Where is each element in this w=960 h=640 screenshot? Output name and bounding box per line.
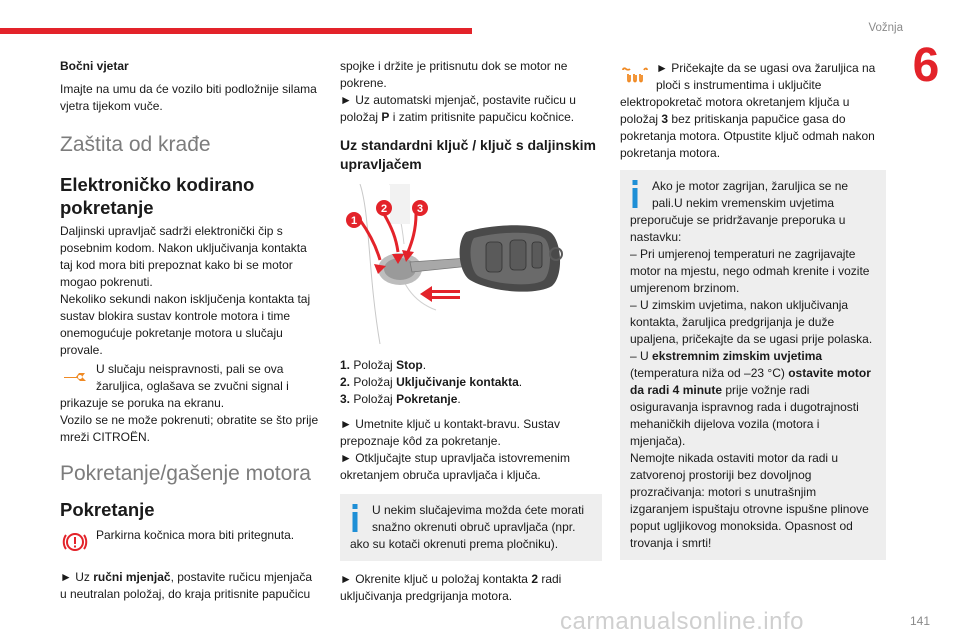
legend-row-starting (340, 391, 602, 408)
preheat-note-first: ► Pričekajte da se ugasi ova žaruljica na ploči s instrumentima i uključite (656, 61, 876, 92)
preheat-note-rest (620, 94, 886, 162)
immobiliser-text-1: Daljinski upravljač sadrži elektronički čip s posebnim kodom. Nakon uključivanja kontakta taj kod mora biti prepoznat kako bi se motor mogao pokrenuti. (60, 224, 307, 289)
info-icon (350, 504, 360, 532)
legend-prefix: Položaj (353, 375, 397, 389)
theft-protection-heading: Zaštita od krađe (60, 133, 211, 156)
preheat-rest-prefix: elektropokretač motora okretanjem ključa u položaj (620, 95, 850, 126)
manual-step-bold: ručni mjenjač (93, 570, 171, 584)
manual-step-suffix: , postavite ručicu mjenjača u neutralan položaj, do kraja pritisnite papučicu (60, 570, 312, 601)
column-left (60, 58, 320, 609)
automatic-gearbox-step (340, 92, 602, 126)
legend-prefix: Položaj (353, 358, 397, 372)
header-accent-bar (0, 28, 472, 34)
callout-1-marker (346, 212, 362, 228)
turn-key-bold: 2 (531, 572, 538, 586)
extreme-mid: (temperatura niža od –23 °C) (630, 366, 789, 380)
extreme-suffix: prije vožnje radi osiguravanja ispravnog rada i dugotrajnosti mehaničkih dijelova vozila (motora i mjenjača). (630, 383, 859, 448)
crosswind-heading: Bočni vjetar (60, 59, 129, 73)
preheat-rest-suffix: bez pritiskanja papučice gasa do pokretanja motora. Otpustite ključ odmah nakon pokretanja motora. (620, 112, 875, 160)
turn-key-prefix: ► Okrenite ključ u položaj kontakta (340, 572, 532, 586)
warm-engine-rest: preporučuje se pridržavanje preporuka u nastavku: (630, 213, 846, 244)
manual-step-prefix: ► Uz (60, 570, 94, 584)
legend-bold: Pokretanje (396, 392, 458, 406)
chapter-number: 6 (912, 39, 940, 92)
glow-plug-icon (620, 62, 650, 88)
callout-2: 2 (380, 203, 388, 215)
auto-step-suffix: i zatim pritisnite papučicu kočnice. (389, 110, 575, 124)
turn-key-suffix: radi uključivanja predgrijanja motora. (340, 572, 562, 603)
legend-bold: Stop (396, 358, 423, 372)
info-icon (630, 180, 640, 208)
insert-key-step: ► Umetnite ključ u kontakt-bravu. Sustav prepoznaje kôd za pokretanje. (340, 417, 560, 448)
legend-row-ignition (340, 374, 602, 391)
legend-suffix: . (518, 375, 523, 389)
winter-item: – U zimskim uvjetima, nakon uključivanja kontakta, žaruljica predgrijanja je duže upaljena, pričekajte da se ugasi prije polaska. (630, 298, 873, 346)
chapter-title: Vožnja (868, 22, 903, 34)
watermark: carmanualsonline.info (560, 608, 804, 635)
callout-1: 1 (350, 215, 358, 227)
manual-gearbox-step (60, 569, 320, 603)
steering-info-box (340, 494, 602, 561)
auto-step-prefix: ► Uz automatski mjenjač, postavite ručicu u položaj (340, 93, 576, 124)
legend-num: 1. (340, 358, 351, 372)
malfunction-note-line-3: prikazuje se poruka na ekranu. (60, 396, 225, 410)
steering-info-rest: ako su kotači okrenuti prema pločniku). (350, 537, 559, 551)
malfunction-note (60, 361, 320, 446)
callout-3: 3 (416, 203, 424, 215)
page-number: 141 (909, 614, 930, 628)
extreme-winter-item (630, 348, 876, 450)
key-ignition-illustration (340, 184, 602, 344)
steering-info-first: U nekim slučajevima možda ćete morati snažno okrenuti obruč upravljača (npr. (372, 503, 585, 534)
preheat-note (620, 60, 886, 162)
auto-step-bold: P (381, 110, 390, 124)
unlock-column-step: ► Otključajte stup upravljača istovremenim okretanjem obruča upravljača i ključa. (340, 451, 570, 482)
extreme-bold-2: ostavite motor da radi 4 minute (630, 366, 871, 397)
extreme-bold: ekstremnim zimskim uvjetima (652, 349, 823, 363)
malfunction-note-line-1: U slučaju neispravnosti, pali se ova (96, 362, 284, 376)
standard-key-heading: Uz standardni ključ / ključ s daljinskim upravljačem (340, 137, 596, 172)
clutch-continuation: spojke i držite je pritisnutu dok se motor ne pokrene. (340, 59, 568, 90)
position-legend (340, 357, 602, 408)
wrench-warning-icon (60, 363, 90, 389)
legend-row-stop (340, 357, 602, 374)
legend-num: 2. (340, 375, 351, 389)
extreme-prefix: – U (630, 349, 653, 363)
crosswind-text: Imajte na umu da će vozilo biti podložnije silama vjetra tijekom vuče. (60, 82, 317, 113)
parking-brake-note (60, 527, 320, 557)
starting-heading: Pokretanje (60, 499, 155, 520)
legend-suffix: . (422, 358, 427, 372)
legend-prefix: Položaj (353, 392, 397, 406)
turn-key-step (340, 571, 602, 605)
legend-bold: Uključivanje kontakta (396, 375, 519, 389)
malfunction-note-line-2: žaruljica, oglašava se zvučni signal i (96, 379, 289, 393)
warm-engine-first: Ako je motor zagrijan, žaruljica se ne pali.U nekim vremenskim uvjetima (652, 179, 849, 210)
start-stop-heading: Pokretanje/gašenje motora (60, 462, 311, 485)
parking-brake-text: Parkirna kočnica mora biti pritegnuta. (96, 528, 295, 542)
ventilation-warning: Nemojte nikada ostaviti motor da radi u zatvorenoj prostoriji bez dovoljnog prozračivanja: motori s unutrašnjim izgaranjem ispuštaju otrovne ispušne plinove poput ugljikovog monoksida. Opasnost od trovanja i smrti! (630, 451, 869, 550)
warm-engine-info-box (620, 170, 886, 560)
column-middle (340, 58, 602, 611)
immobiliser-heading: Elektroničko kodirano pokretanje (60, 174, 255, 218)
parking-brake-icon (60, 529, 90, 555)
callout-2-marker (376, 200, 392, 216)
legend-suffix: . (457, 392, 461, 406)
immobiliser-text-2: Nekoliko sekundi nakon isključenja kontakta taj sustav blokira sustav kontrole motora i time onemogućuje pokretanje motora u slučaju provale. (60, 292, 311, 357)
malfunction-note-line-4: Vozilo se ne može pokrenuti; obratite se što prije mreži CITROËN. (60, 413, 319, 444)
callout-3-marker (412, 200, 428, 216)
legend-num: 3. (340, 392, 351, 406)
preheat-rest-bold: 3 (661, 112, 669, 126)
mild-temperature-item: – Pri umjerenoj temperaturi ne zagrijavajte motor na mjestu, nego odmah krenite i vozite umjerenom brzinom. (630, 247, 870, 295)
column-right (620, 58, 886, 570)
